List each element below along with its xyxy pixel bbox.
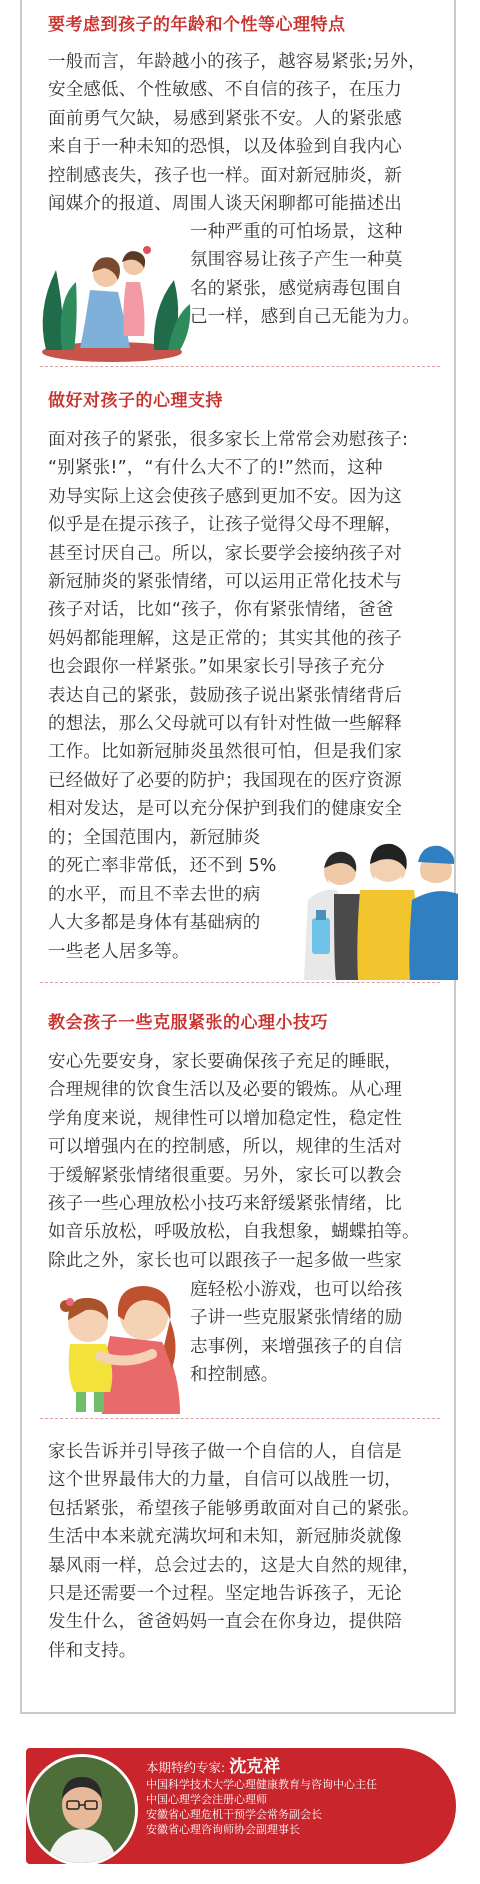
expert-portrait-icon — [29, 1757, 135, 1863]
text-line: 的死亡率非常低，还不到 5% — [48, 856, 277, 877]
section3-body — [48, 1048, 440, 1275]
expert-name: 沈克祥 — [229, 1757, 281, 1777]
text-line: 可以增强内在的控制感，所以，规律的生活对 — [48, 1137, 402, 1158]
text-line: 家长告诉并引导孩子做一个自信的人，自信是 — [48, 1442, 402, 1462]
text-line: 妈妈都能理解，这是正常的；其实其他的孩子 — [48, 628, 402, 649]
text-line: 来自于一种未知的恐惧，以及体验到自我内心 — [48, 137, 402, 158]
text-line: 一些老人居多等。 — [48, 941, 190, 962]
text-line: 新冠肺炎的紧张情绪，可以运用正常化技术与 — [48, 572, 402, 593]
text-line: 包括紧张，希望孩子能够勇敢面对自己的紧张。 — [48, 1498, 420, 1519]
section-divider — [40, 366, 440, 367]
text-line: 工作。比如新冠肺炎虽然很可怕，但是我们家 — [48, 742, 402, 763]
text-line: 安全感低、个性敏感、不自信的孩子，在压力 — [48, 80, 402, 101]
mother-child-illustration — [34, 230, 194, 365]
section1-heading: 要考虑到孩子的年龄和个性等心理特点 — [48, 15, 346, 35]
text-line: 只是还需要一个过程。坚定地告诉孩子，无论 — [48, 1584, 402, 1605]
text-line: 伴和支持。 — [48, 1640, 137, 1661]
text-line: 己一样，感到自己无能为力。 — [190, 307, 421, 328]
article-card — [20, 0, 456, 1714]
text-line: 也会跟你一样紧张。”如果家长引导孩子充分 — [48, 657, 385, 678]
text-line: 暴风雨一样，总会过去的，这是大自然的规律， — [48, 1555, 420, 1576]
expert-avatar — [26, 1754, 138, 1866]
section3-wrap-body — [190, 1276, 440, 1390]
text-line: 的水平，而且不幸去世的病 — [48, 884, 261, 905]
section1-body — [48, 48, 440, 218]
text-line: 名的紧张，感觉病毒包围自 — [190, 278, 403, 299]
section2-heading: 做好对孩子的心理支持 — [48, 391, 223, 411]
text-line: 和控制感。 — [190, 1365, 279, 1386]
medical-workers-illustration — [300, 830, 458, 980]
text-line: 如音乐放松，呼吸放松，自我想象，蝴蝶拍等。 — [48, 1222, 420, 1243]
expert-role: 安徽省心理咨询师协会副理事长 — [146, 1823, 300, 1836]
text-line: 生活中本来就充满坎坷和未知，新冠肺炎就像 — [48, 1527, 402, 1548]
text-line: 孩子一些心理放松小技巧来舒缓紧张情绪，比 — [48, 1194, 402, 1215]
section-divider — [40, 982, 440, 983]
text-line: 合理规律的饮食生活以及必要的锻炼。从心理 — [48, 1080, 402, 1101]
text-line: “别紧张!”，“有什么大不了的!”然而，这种 — [48, 458, 383, 479]
text-line: 面前勇气欠缺，易感到紧张不安。人的紧张感 — [48, 108, 402, 129]
text-line: 表达自己的紧张，鼓励孩子说出紧张情绪背后 — [48, 685, 402, 706]
expert-prefix: 本期特约专家: — [146, 1760, 230, 1775]
section4-body — [48, 1438, 440, 1665]
section2-body — [48, 426, 440, 824]
text-line: 庭轻松小游戏，也可以给孩 — [190, 1280, 403, 1300]
text-line: 学角度来说，规律性可以增加稳定性，稳定性 — [48, 1108, 402, 1129]
text-line: 孩子对话，比如“孩子，你有紧张情绪，爸爸 — [48, 600, 394, 621]
text-line: 除此之外，家长也可以跟孩子一起多做一些家 — [48, 1250, 402, 1271]
text-line: 子讲一些克服紧张情绪的励 — [190, 1308, 403, 1329]
text-line: 人大多都是身体有基础病的 — [48, 913, 261, 934]
text-line: 一般而言，年龄越小的孩子，越容易紧张;另外， — [48, 52, 426, 72]
expert-role: 安徽省心理危机干预学会常务副会长 — [146, 1808, 322, 1821]
expert-title-line — [146, 1758, 377, 1777]
text-line: 的；全国范围内，新冠肺炎 — [48, 828, 261, 848]
expert-info — [146, 1758, 377, 1837]
text-line: 闻媒介的报道、周围人谈天闲聊都可能描述出 — [48, 194, 402, 215]
section1-wrap-body — [190, 218, 440, 332]
text-line: 志事例，来增强孩子的自信 — [190, 1336, 403, 1357]
expert-role: 中国科学技术大学心理健康教育与咨询中心主任 — [146, 1778, 377, 1791]
text-line: 于缓解紧张情绪很重要。另外，家长可以教会 — [48, 1165, 402, 1186]
text-line: 发生什么，爸爸妈妈一直会在你身边，提供陪 — [48, 1612, 402, 1633]
text-line: 安心先要安身，家长要确保孩子充足的睡眠， — [48, 1052, 402, 1072]
text-line: 已经做好了必要的防护；我国现在的医疗资源 — [48, 770, 402, 791]
text-line: 这个世界最伟大的力量，自信可以战胜一切， — [48, 1470, 402, 1491]
text-line: 相对发达，是可以充分保护到我们的健康安全 — [48, 799, 402, 820]
text-line: 一种严重的可怕场景，这种 — [190, 222, 403, 242]
text-line: 甚至讨厌自己。所以，家长要学会接纳孩子对 — [48, 543, 402, 564]
text-line: 氛围容易让孩子产生一种莫 — [190, 250, 403, 271]
expert-banner — [26, 1748, 456, 1864]
section-divider — [40, 1418, 440, 1419]
hug-illustration — [40, 1276, 190, 1416]
section3-heading: 教会孩子一些克服紧张的心理小技巧 — [48, 1013, 328, 1033]
text-line: 的想法，那么父母就可以有针对性做一些解释 — [48, 714, 402, 735]
text-line: 劝导实际上这会使孩子感到更加不安。因为这 — [48, 486, 402, 507]
text-line: 面对孩子的紧张，很多家长上常常会劝慰孩子: — [48, 430, 409, 450]
expert-role: 中国心理学会注册心理师 — [146, 1793, 267, 1806]
section2-wrap-body — [48, 824, 308, 966]
text-line: 似乎是在提示孩子，让孩子觉得父母不理解， — [48, 515, 402, 536]
text-line: 控制感丧失，孩子也一样。面对新冠肺炎，新 — [48, 165, 402, 186]
